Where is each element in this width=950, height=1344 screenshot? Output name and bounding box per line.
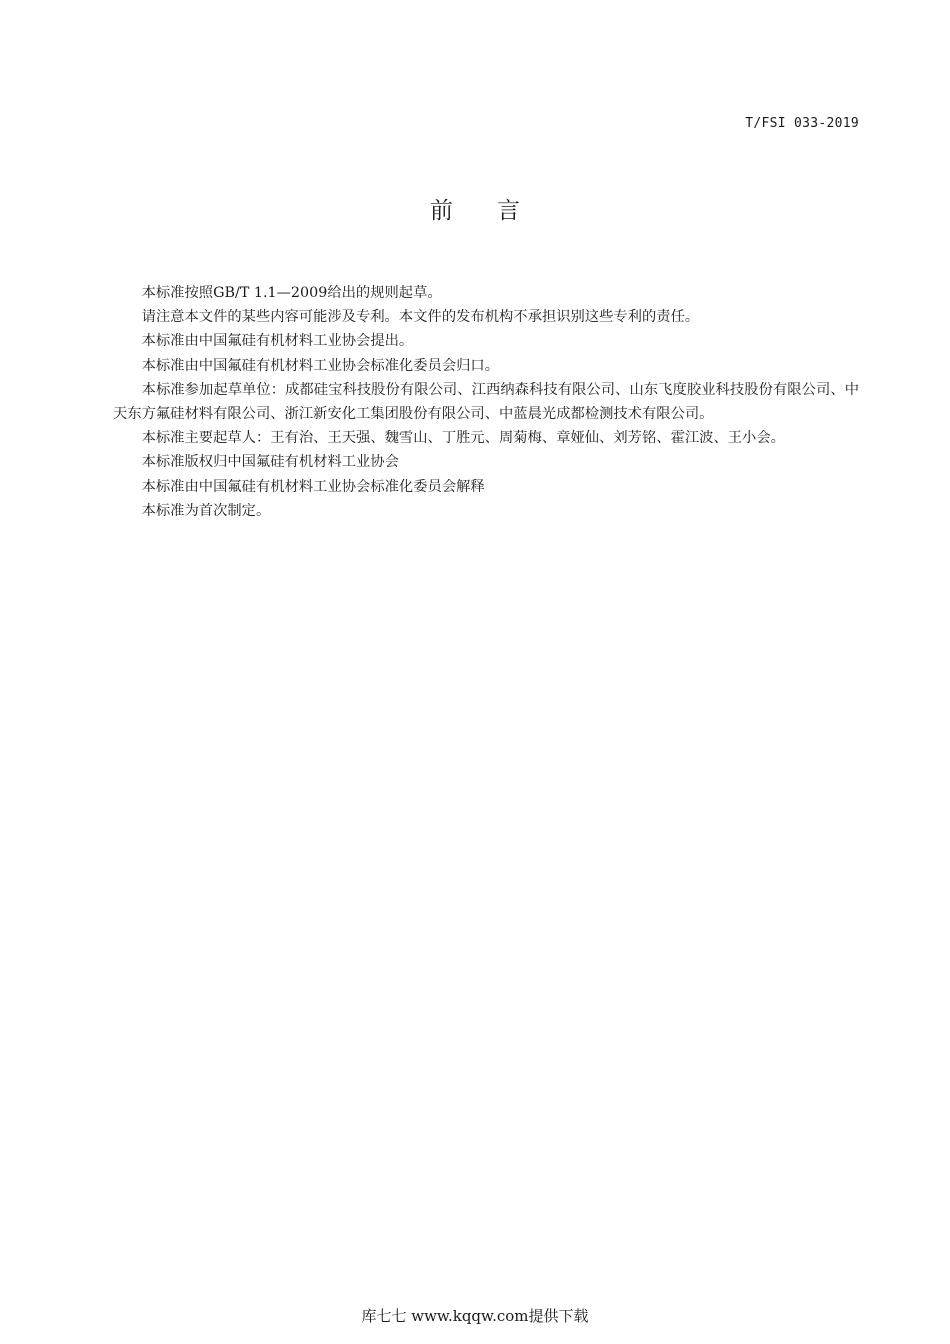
- paragraph-copyright: 本标准版权归中国氟硅有机材料工业协会: [141, 454, 399, 471]
- page-title: 前言: [430, 198, 564, 224]
- download-footer: 库七七 www.kqqw.com提供下载: [361, 1307, 589, 1325]
- paragraph-interpretation: 本标准由中国氟硅有机材料工业协会标准化委员会解释: [141, 478, 485, 495]
- paragraph-drafters: 本标准主要起草人：王有治、王天强、魏雪山、丁胜元、周菊梅、章娅仙、刘芳铭、霍江波、王小会。: [141, 430, 785, 447]
- paragraph-centralized-management: 本标准由中国氟硅有机材料工业协会标准化委员会归口。: [141, 357, 500, 374]
- preface-body: [113, 281, 859, 523]
- paragraph-first-edition: 本标准为首次制定。: [141, 502, 271, 519]
- standard-code: T/FSI 033-2019: [745, 116, 859, 131]
- paragraph-drafting-rules: 本标准按照GB/T 1.1—2009给出的规则起草。: [141, 285, 442, 301]
- paragraph-patent-notice: 请注意本文件的某些内容可能涉及专利。本文件的发布机构不承担识别这些专利的责任。: [141, 309, 700, 326]
- paragraph-proposer: 本标准由中国氟硅有机材料工业协会提出。: [141, 333, 414, 350]
- paragraph-drafting-units: 本标准参加起草单位：成都硅宝科技股份有限公司、江西纳森科技有限公司、山东飞度胶业科技股份有限公司、中天东方氟硅材料有限公司、浙江新安化工集团股份有限公司、中蓝晨光成都检测技术有限公司。: [113, 381, 859, 423]
